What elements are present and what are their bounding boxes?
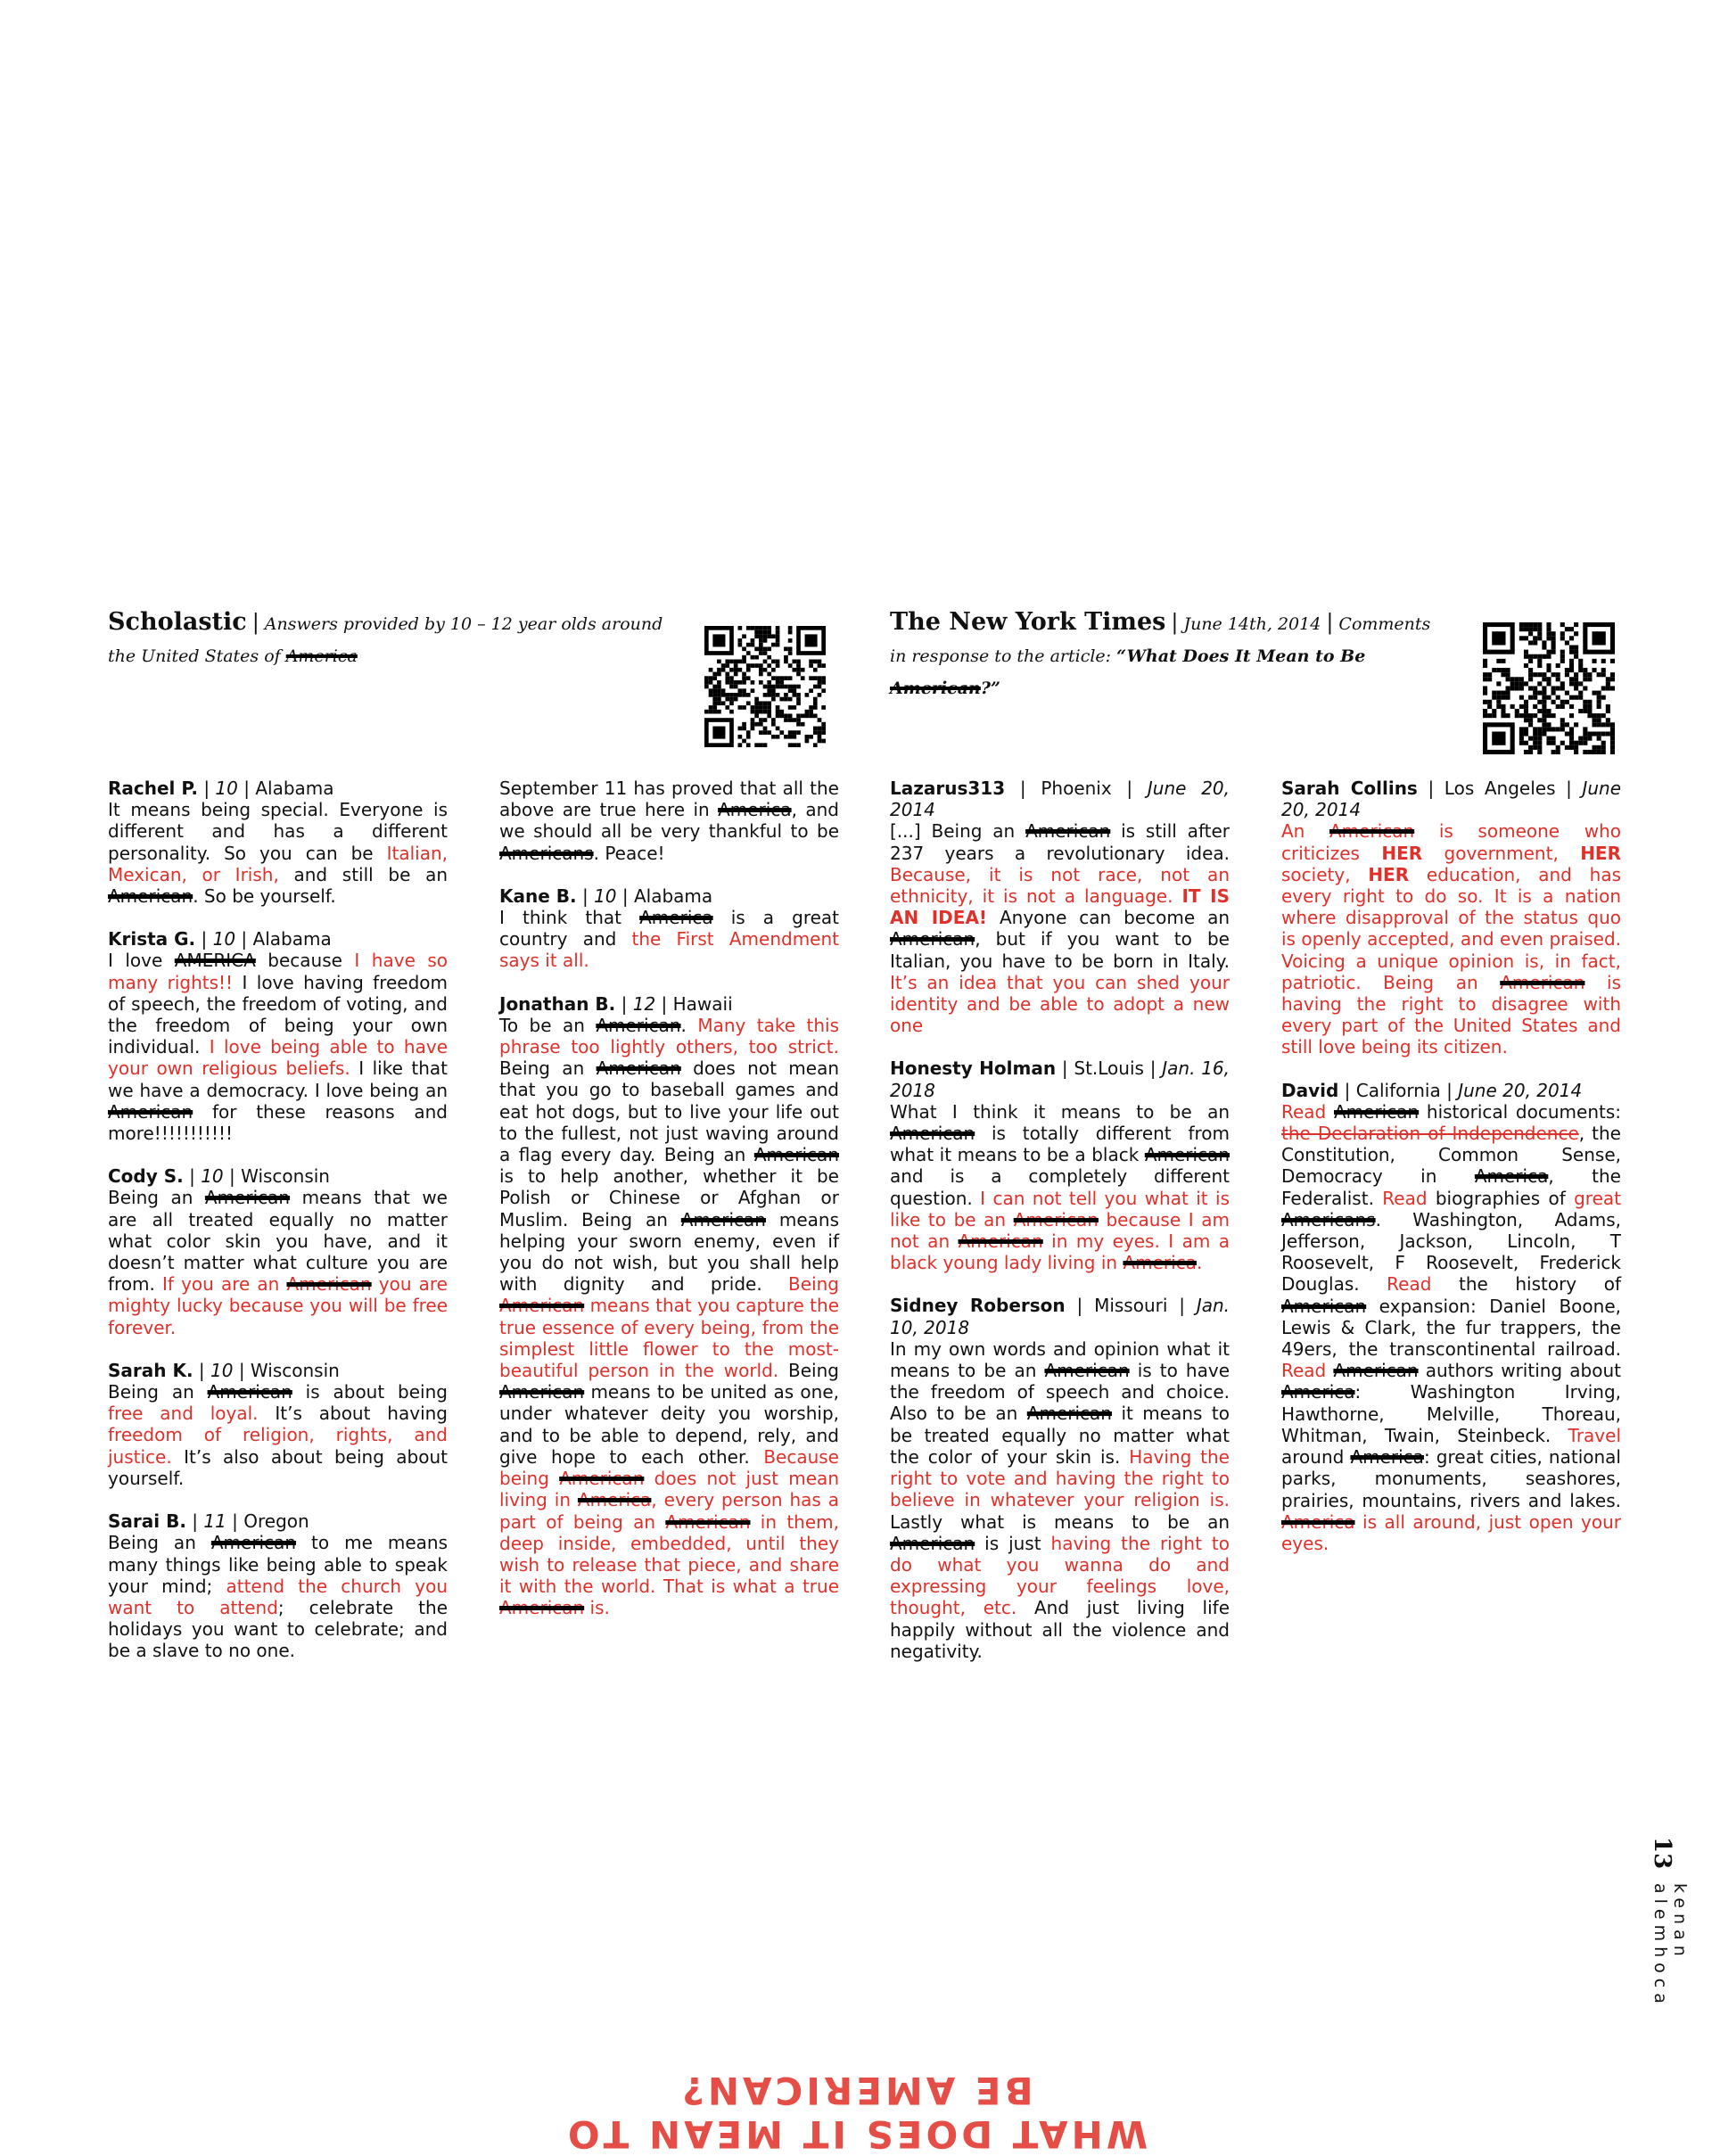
comment-text (890, 1101, 1230, 1274)
highlight: society, (1281, 863, 1369, 885)
answer-text (499, 778, 839, 864)
separator: | (251, 610, 259, 635)
text: is a great country and (499, 907, 840, 950)
comment-date: June 20, 2014 (1458, 1079, 1583, 1101)
struck-word: America (1281, 1510, 1355, 1533)
text: is just (975, 1532, 1051, 1554)
column-1 (108, 778, 448, 1683)
highlight: Read (1382, 1187, 1428, 1209)
respondent-name: Cody S. (108, 1165, 184, 1188)
highlight: is all around, just open your eyes. (1281, 1510, 1621, 1554)
respondent-name: Rachel P. (108, 778, 198, 799)
struck-word: American (286, 1273, 372, 1296)
commenter-place: California (1355, 1079, 1441, 1101)
struck-word: American (1013, 1208, 1099, 1230)
struck-word: American (753, 1144, 839, 1166)
source-date: June 14th, 2014 (1183, 614, 1321, 634)
respondent-place: Alabama (255, 778, 334, 799)
comment-date: June 20, 2014 (890, 778, 1230, 821)
text: It’s also about being about yourself. (108, 1445, 448, 1489)
highlight: It’s an idea that you can shed your identity and be able to adopt a new one (890, 971, 1230, 1037)
respondent-name: Sarah K. (108, 1359, 193, 1381)
struck-word: American (1333, 1100, 1420, 1123)
answer-cody (108, 1165, 448, 1338)
highlight: because I am not an (890, 1208, 1230, 1253)
struck-word: American (890, 928, 975, 950)
comment-byline: Lazarus313 | Phoenix | June 20, 2014 (890, 778, 1230, 821)
highlight: attend the church you want to attend (108, 1575, 449, 1618)
text: It’s about having (258, 1403, 448, 1425)
struck-word: America (1123, 1252, 1197, 1274)
answer-text (108, 799, 448, 907)
highlight: I can not tell you what it is like to be an (890, 1187, 1230, 1230)
highlight: education, and has every right to do so. It is a nation where disapproval of the status quo is openly accepted, and even praised. Voicing a unique opinion is, in fact, patriotic. Being an (1281, 863, 1621, 993)
highlight: , every person has a part of being an (499, 1489, 840, 1533)
comment-byline: Honesty Holman | St.Louis | Jan. 16, 2018 (890, 1057, 1230, 1101)
struck-word: American (1144, 1144, 1230, 1166)
struck-word: American (680, 1208, 766, 1230)
struck-word: American (210, 1532, 297, 1554)
struck-word: Americans (1281, 1208, 1376, 1230)
header-scholastic (108, 606, 670, 672)
struck-word: American (890, 1532, 975, 1554)
text: is still after 237 years a revolutionary idea. (890, 820, 1230, 864)
text: . Washington, Adams, Jefferson, Jackson, Lincoln, T Roosevelt, F Roosevelt, Frederick Douglas. (1281, 1208, 1621, 1296)
respondent-age: 10 (594, 885, 617, 907)
struck-word: American (1025, 820, 1111, 843)
struck-word: American (499, 1381, 585, 1403)
answer-byline: Sarai B. | 11 | Oregon (108, 1510, 309, 1533)
text: is about being (292, 1381, 448, 1403)
text: : great cities, national parks, monuments, seashores, prairies, mountains, rivers and lakes. (1281, 1446, 1621, 1511)
struck-word: American (596, 1057, 681, 1080)
text: , the Constitution, Common Sense, Democracy in (1281, 1123, 1621, 1188)
respondent-place: Alabama (633, 885, 713, 907)
text: biographies of (1427, 1187, 1575, 1209)
highlight: I have so many rights!! (108, 950, 449, 993)
respondent-name: Sarai B. (108, 1510, 186, 1533)
answer-text (108, 950, 448, 1144)
struck-word: American (1026, 1403, 1112, 1425)
text: Being an (108, 1187, 205, 1209)
text: To be an (499, 1014, 597, 1036)
comment-lazarus (890, 778, 1230, 1036)
text: Being an (108, 1381, 208, 1403)
struck-word: American (1500, 971, 1585, 993)
respondent-place: Wisconsin (241, 1165, 330, 1188)
struck-word: American (499, 1597, 585, 1619)
struck-word: America (718, 799, 792, 821)
comment-honesty (890, 1057, 1230, 1273)
column-4 (1281, 778, 1621, 1576)
highlight: Travel (1568, 1424, 1621, 1446)
highlight-bold: HER (1580, 842, 1621, 864)
struck-word: American (559, 1468, 645, 1490)
answer-byline: Kane B. | 10 | Alabama (499, 885, 713, 907)
text: means helping your sworn enemy, even if you do not wish, but you shall help with dignity and pride. (499, 1208, 839, 1296)
highlight: An (1281, 820, 1329, 843)
respondent-age: 10 (201, 1165, 224, 1188)
answer-jonathan (499, 993, 839, 1619)
comment-date: Jan. 16, 2018 (890, 1057, 1230, 1101)
highlight: . (1196, 1252, 1203, 1274)
struck-word: American (1333, 1360, 1419, 1382)
highlight: the First Amendment says it all. (499, 928, 839, 972)
commenter-name: Sarah Collins (1281, 778, 1418, 799)
text: : Washington Irving, Hawthorne, Melville, Thoreau, Whitman, Twain, Steinbeck. (1281, 1381, 1621, 1446)
struck-word: American (1329, 820, 1415, 843)
answer-byline: Jonathan B. | 12 | Hawaii (499, 992, 733, 1015)
struck-word: American (108, 885, 193, 908)
struck-word: America (285, 646, 358, 666)
text: authors writing about (1418, 1360, 1621, 1382)
respondent-age: 12 (632, 992, 656, 1015)
highlight: Read (1387, 1273, 1432, 1296)
text: expansion: Daniel Boone, Lewis & Clark, the fur trappers, the 49ers, the transcontinental railroad. (1281, 1295, 1621, 1361)
comment-date: June 20, 2014 (1281, 778, 1622, 821)
text: , the Federalist. (1281, 1165, 1621, 1209)
text: [...] Being an (890, 820, 1026, 843)
answer-text (499, 1015, 839, 1619)
text: , but if you want to be Italian, you have to be born in Italy. (890, 928, 1230, 972)
text: is to have the freedom of speech and choice. Also to be an (890, 1360, 1230, 1425)
text: because (255, 950, 355, 972)
highlight: is. (584, 1597, 610, 1619)
page-number: 13 (1649, 1837, 1675, 1870)
source-name: The New York Times (890, 608, 1166, 636)
answer-text (499, 907, 839, 972)
text: And just living life happily without all the violence and negativity. (890, 1597, 1230, 1662)
text: does not mean that you go to baseball games and eat hot dogs, but to live your life out to the fullest, not just waving around a flag every day. Being an (499, 1057, 839, 1166)
highlight: means that you capture the true essence of every being, from the simplest little flower to the most-beautiful person in the world. (499, 1295, 839, 1382)
text: It means being special. Everyone is different and has a different personality. So you can be (108, 799, 448, 864)
text: Lastly what is means to be an (890, 1510, 1230, 1533)
answer-sarah-k (108, 1360, 448, 1489)
text: is totally different from what it means to be a black (890, 1123, 1230, 1166)
commenter-name: Honesty Holman (890, 1057, 1057, 1080)
commenter-place: Phoenix (1041, 778, 1112, 799)
text: means that we are all treated equally no matter what color skin you have, and it doesn’t matter what culture you are from. (108, 1187, 448, 1296)
comment-sidney (890, 1295, 1230, 1661)
respondent-age: 10 (215, 778, 238, 799)
commenter-place: Missouri (1094, 1295, 1168, 1317)
struck-word: American (1044, 1360, 1130, 1382)
comment-sarah-collins (1281, 778, 1621, 1058)
comment-david (1281, 1080, 1621, 1554)
struck-word: America (1474, 1165, 1549, 1188)
highlight: is having the right to disagree with every part of the United States and still love being its citizen. (1281, 971, 1621, 1058)
highlight: Italian, Mexican, or Irish, (108, 842, 448, 885)
comment-byline: Sidney Roberson | Missouri | Jan. 10, 2018 (890, 1295, 1230, 1338)
struck-word: America (577, 1489, 652, 1511)
respondent-place: Alabama (252, 928, 332, 950)
respondent-name: Jonathan B. (499, 992, 616, 1015)
struck-word: American (499, 1295, 585, 1317)
highlight-bold: HER (1381, 842, 1423, 864)
text: . So be yourself. (193, 885, 336, 908)
respondent-place: Oregon (243, 1510, 309, 1533)
text: means to be united as one, under whatever deity you worship, and to be able to depend, rely, and give hope to each other. (499, 1381, 839, 1468)
respondent-place: Hawaii (672, 992, 733, 1015)
highlight: does not just mean living in (499, 1468, 839, 1511)
comment-text (890, 1338, 1230, 1662)
commenter-place: St.Louis (1074, 1057, 1144, 1080)
comment-byline: David | California | June 20, 2014 (1281, 1079, 1583, 1101)
struck-word: American (1281, 1295, 1367, 1317)
comment-byline: Sarah Collins | Los Angeles | June 20, 2014 (1281, 778, 1622, 821)
respondent-place: Wisconsin (250, 1359, 340, 1381)
qr-code-icon[interactable] (1483, 622, 1615, 754)
header-nyt (890, 606, 1443, 704)
highlight: free and loyal. (108, 1403, 259, 1425)
struck-word: Americans (499, 842, 594, 864)
answer-text (108, 1187, 448, 1337)
commenter-name: Sidney Roberson (890, 1295, 1066, 1317)
struck-highlight: the Declaration of Independence (1281, 1123, 1579, 1145)
respondent-age: 11 (203, 1510, 226, 1533)
highlight: having the right to do what you wanna do and expressing your feelings love, thought, etc. (890, 1532, 1230, 1619)
text: I think that (499, 907, 640, 929)
text: around (1281, 1446, 1351, 1469)
text: for these reasons and more!!!!!!!!!!! (108, 1100, 448, 1145)
struck-word: American (207, 1381, 292, 1403)
highlight: is someone who criticizes (1281, 820, 1621, 864)
text: is to help another, whether it be Polish or Chinese or Afghan or Muslim. Being an (499, 1165, 839, 1230)
text: . (680, 1014, 698, 1036)
text: September 11 has proved that all the above are true here in (499, 778, 839, 821)
text: the history of (1431, 1273, 1621, 1296)
highlight: If you are an (162, 1273, 287, 1296)
highlight: in my eyes. I am a black young lady living in (890, 1230, 1230, 1274)
struck-word: American (890, 1123, 975, 1145)
comment-text (1281, 820, 1621, 1057)
text: What I think it means to be an (890, 1100, 1230, 1123)
text: Being an (108, 1532, 211, 1554)
struck-word: American (204, 1187, 291, 1209)
source-note: Comments in response to the article: (890, 614, 1431, 666)
commenter-name: Lazarus313 (890, 778, 1006, 799)
separator: | (1326, 610, 1334, 635)
highlight: Read (1281, 1360, 1334, 1382)
answer-rachel (108, 778, 448, 907)
respondent-age: 10 (210, 1359, 234, 1381)
struck-word: America (1281, 1381, 1355, 1403)
respondent-age: 10 (212, 928, 236, 950)
highlight: Because being (499, 1445, 839, 1490)
struck-word: America (639, 907, 713, 929)
respondent-name: Krista G. (108, 928, 196, 950)
highlight: Being (788, 1273, 839, 1296)
page-margin (1636, 1837, 1690, 2069)
answer-text (108, 1532, 448, 1661)
highlight: you are mighty lucky because you will be free forever. (108, 1273, 448, 1338)
highlight: freedom of religion, rights, and justice. (108, 1424, 448, 1468)
text: In my own words and opinion what it means to be an (890, 1337, 1230, 1382)
text: and is a completely different question. (890, 1165, 1230, 1209)
text: ; celebrate the holidays you want to celebrate; and be a slave to no one. (108, 1596, 448, 1662)
answer-byline: Krista G. | 10 | Alabama (108, 928, 332, 950)
text: Anyone can become an (987, 907, 1230, 929)
source-name: Scholastic (108, 608, 247, 636)
text: , and we should all be very thankful to be (499, 799, 839, 843)
answer-sarai (108, 1510, 448, 1661)
struck-word: American (958, 1230, 1043, 1253)
struck-word: American (596, 1014, 681, 1036)
text: Being (778, 1360, 839, 1382)
commenter-place: Los Angeles (1444, 778, 1556, 799)
struck-word: American (108, 1100, 193, 1123)
highlight: in them, deep inside, embedded, until they wish to release that piece, and share it with the world. That is what a true (499, 1510, 839, 1598)
highlight: Because, it is not race, not an ethnicity, it is not a language. (890, 863, 1230, 908)
struck-word: American (890, 679, 981, 698)
struck-word: America (1350, 1446, 1424, 1469)
highlight: I love being able to have your own religious beliefs. (108, 1036, 448, 1080)
highlight: Read (1281, 1100, 1334, 1123)
struck-word: American (665, 1510, 751, 1533)
qr-code-icon[interactable] (704, 626, 826, 747)
comment-text (890, 820, 1230, 1036)
highlight: Many take this phrase too lightly others, too strict. (499, 1014, 840, 1058)
text: and still be an (278, 863, 448, 885)
text: . Peace! (593, 842, 665, 864)
highlight-bold: HER (1368, 863, 1410, 885)
column-3 (890, 778, 1230, 1683)
text: it means to be treated equally no matter what the color of your skin is. (890, 1403, 1230, 1468)
footer-title: WHAT DOES IT MEAN TO BE AMERICAN? (564, 2069, 1148, 2156)
respondent-name: Kane B. (499, 885, 577, 907)
answer-sarai-continued (499, 778, 839, 864)
text: I love (108, 950, 175, 972)
answer-krista (108, 928, 448, 1144)
article-title-end: ?” (980, 679, 1000, 698)
text: historical documents: (1419, 1100, 1621, 1123)
commenter-name: David (1281, 1079, 1339, 1101)
highlight-bold: IT IS AN IDEA! (890, 885, 1230, 929)
column-2 (499, 778, 839, 1641)
highlight: great (1574, 1187, 1621, 1209)
answer-byline: Sarah K. | 10 | Wisconsin (108, 1359, 340, 1381)
text: to me means many things like being able to speak your mind; (108, 1532, 448, 1597)
source-note: Answers provided by 10 – 12 year olds around the United States of (108, 614, 663, 666)
separator: | (1171, 610, 1179, 635)
highlight: Having the right to vote and having the right to believe in whatever your religion is. (890, 1445, 1230, 1511)
answer-text (108, 1381, 448, 1489)
text: I like that we have a democracy. I love being an (108, 1057, 448, 1101)
comment-text (1281, 1101, 1621, 1554)
comment-date: Jan. 10, 2018 (890, 1295, 1230, 1338)
answer-kane (499, 885, 839, 972)
highlight: government, (1422, 842, 1581, 864)
answer-byline: Cody S. | 10 | Wisconsin (108, 1165, 330, 1188)
author-name: kenan alemhoca (1650, 1883, 1690, 2009)
answer-byline: Rachel P. | 10 | Alabama (108, 778, 334, 799)
article-title-start: “What Does It Mean to Be (1116, 646, 1366, 666)
text: I love having freedom of speech, the freedom of voting, and the freedom of being your own individual. (108, 971, 448, 1058)
text: Being an (499, 1057, 597, 1080)
struck-word: AMERICA (174, 950, 256, 972)
